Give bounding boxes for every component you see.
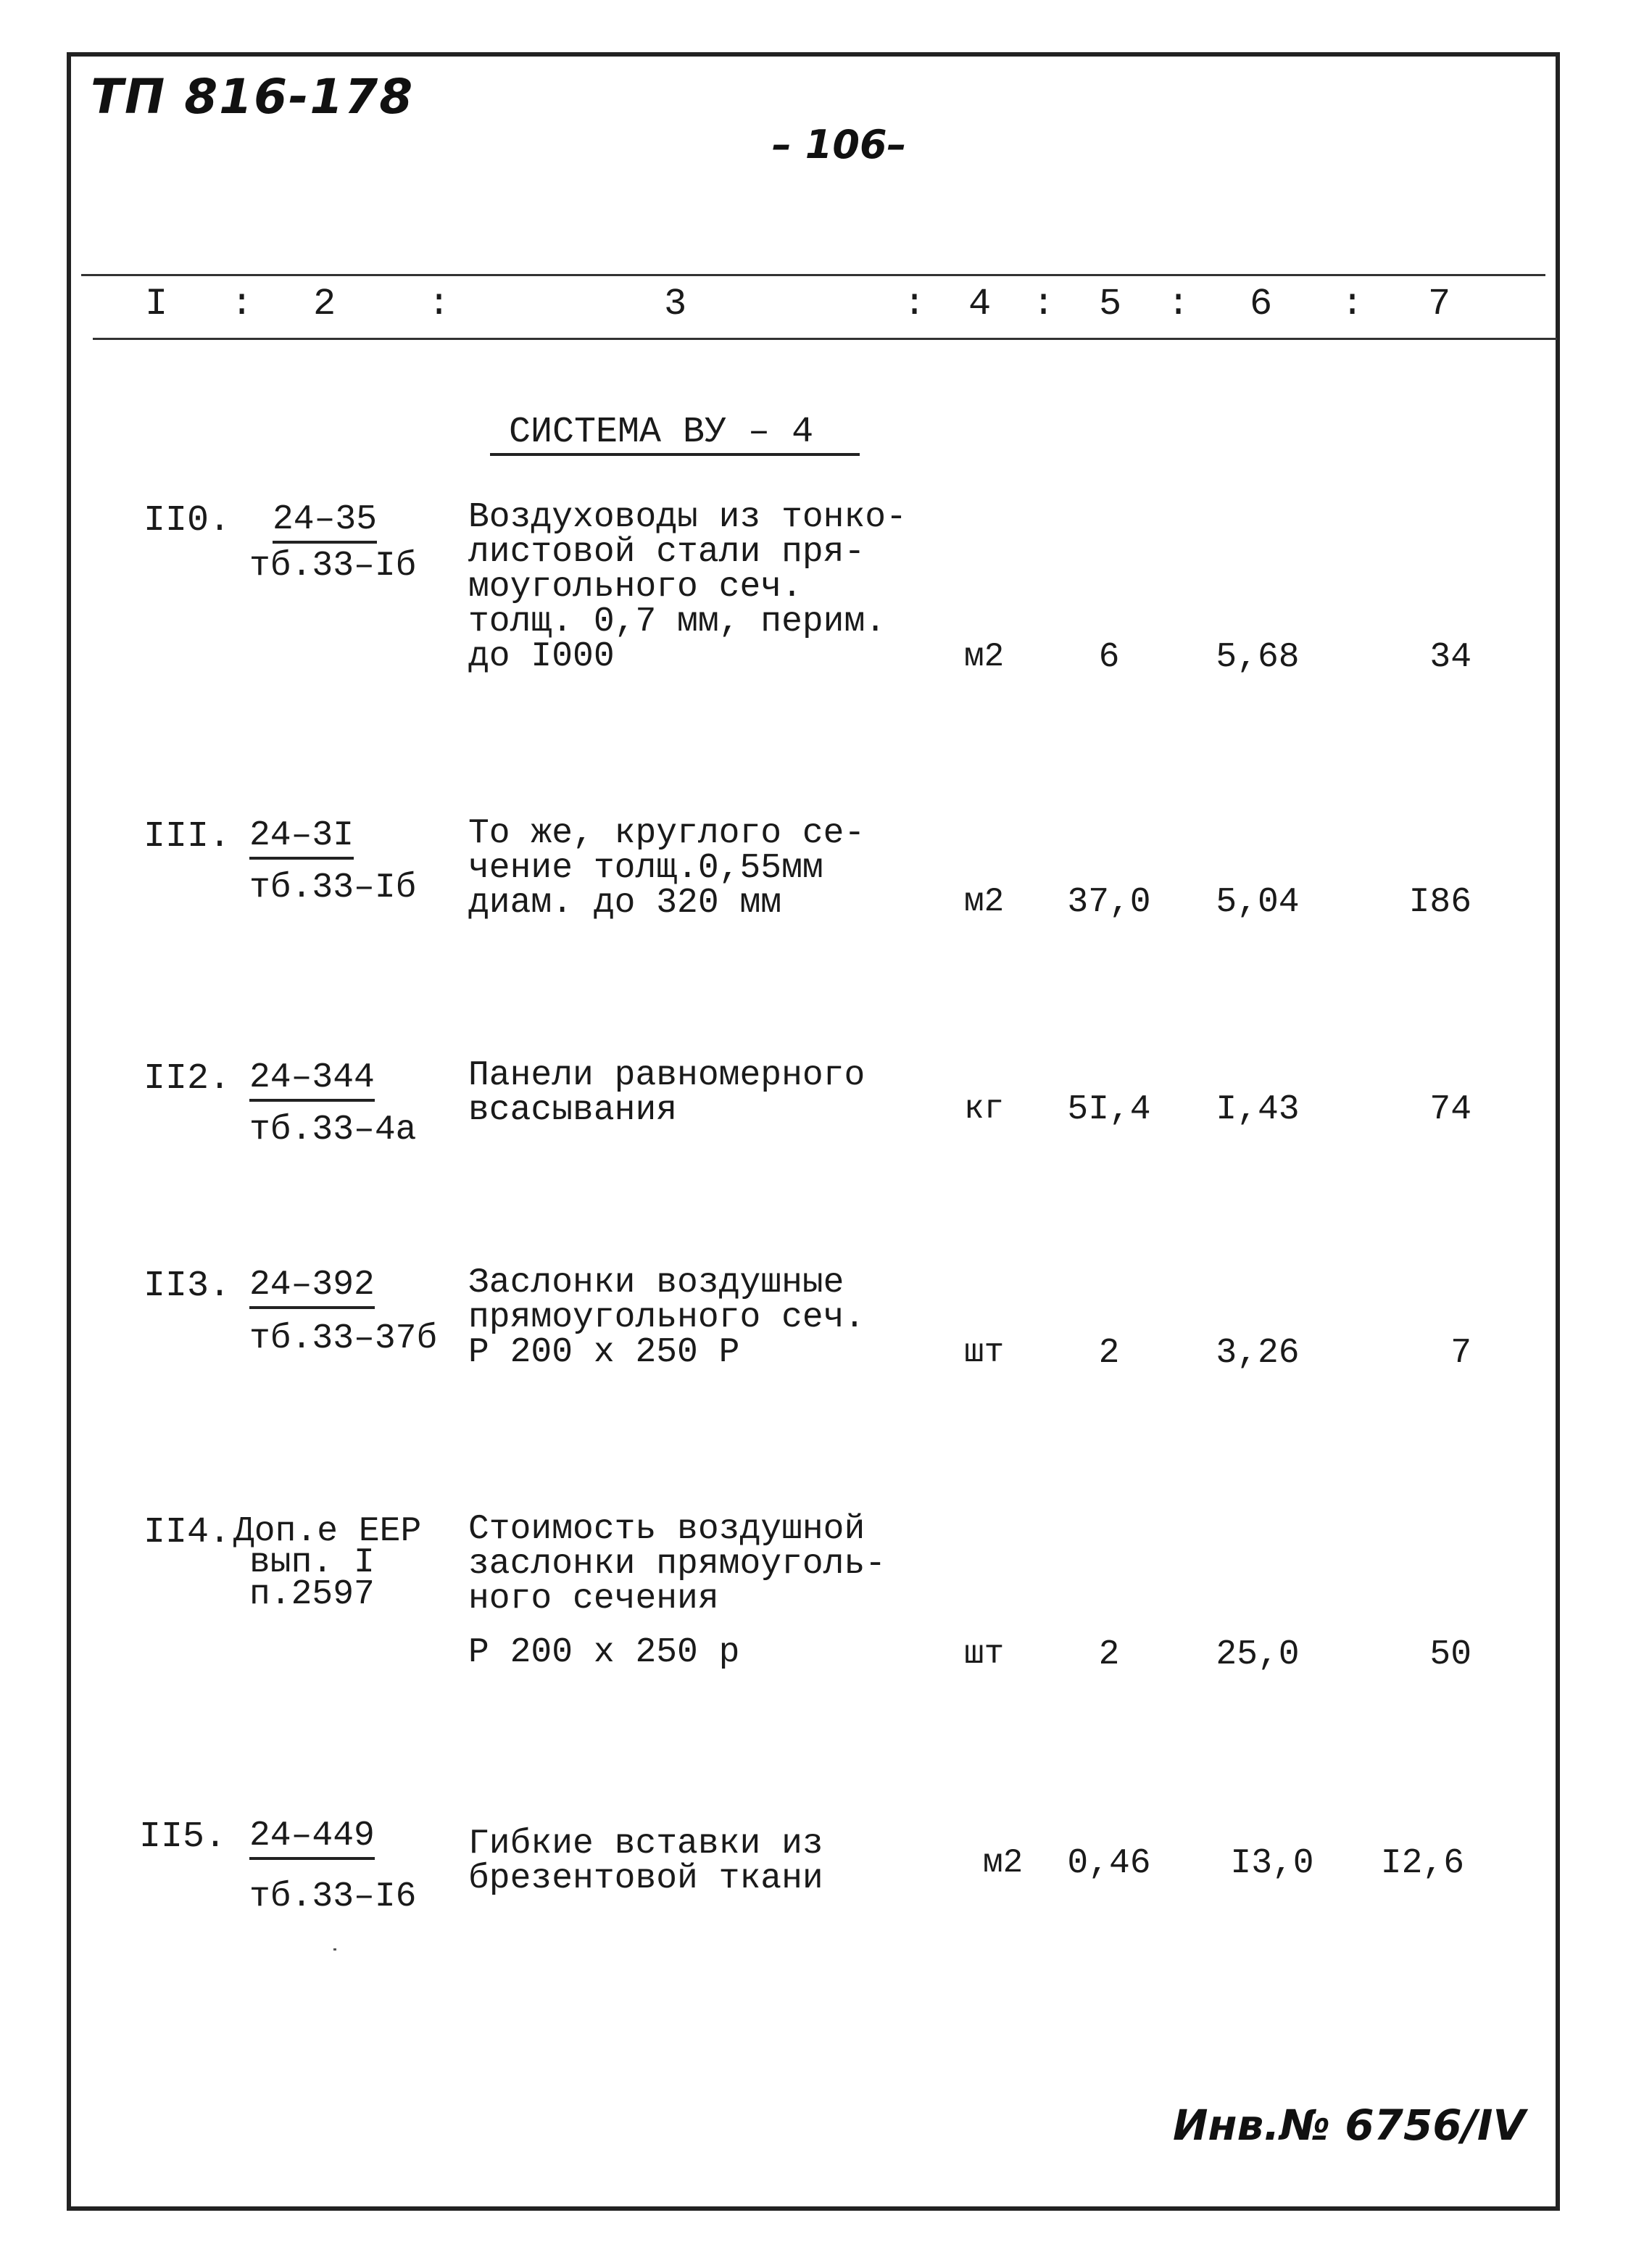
- row-total: 50: [1429, 1635, 1471, 1674]
- col-header-2: 2: [313, 283, 336, 325]
- row-ref-table: тб.33–4а: [249, 1110, 417, 1150]
- row-unit: шт: [964, 1334, 1005, 1371]
- row-description: Воздуховоды из тонко- листовой стали пря- моугольного сеч. толщ. 0,7 мм, перим. до I000: [468, 498, 907, 676]
- col-header-1: I: [145, 283, 168, 325]
- col-separator: :: [903, 283, 926, 325]
- row-description-size: Р 200 х 250 р: [468, 1633, 740, 1672]
- row-ref-table: тб.33–Iб: [249, 547, 417, 586]
- row-unit-price: 5,04: [1216, 883, 1300, 922]
- row-quantity: 6: [1098, 638, 1120, 677]
- row-ref-code: Доп.е ЕЕР: [233, 1512, 422, 1551]
- row-ref-table: тб.33–37б: [249, 1319, 438, 1358]
- col-separator: :: [428, 283, 451, 325]
- row-description: Заслонки воздушные прямоугольного сеч. Р 200 х 250 Р: [468, 1263, 865, 1372]
- row-unit-price: I,43: [1216, 1090, 1300, 1129]
- col-header-3: 3: [664, 283, 687, 325]
- row-unit-price: 25,0: [1216, 1635, 1300, 1674]
- row-quantity: 2: [1098, 1635, 1120, 1674]
- row-ref-code: 24–35: [273, 500, 377, 544]
- row-unit: м2: [964, 638, 1005, 676]
- row-quantity: 5I,4: [1067, 1090, 1151, 1129]
- row-number: II2.: [144, 1058, 231, 1100]
- row-total: I2,6: [1380, 1844, 1464, 1883]
- row-total: 34: [1429, 638, 1471, 677]
- col-separator: :: [1167, 283, 1190, 325]
- row-description: Гибкие вставки из брезентовой ткани: [468, 1824, 823, 1898]
- row-unit: м2: [983, 1844, 1024, 1882]
- row-number: II5.: [139, 1816, 227, 1858]
- col-separator: :: [1341, 283, 1364, 325]
- row-unit: м2: [964, 883, 1005, 921]
- row-unit-price: 3,26: [1216, 1334, 1300, 1373]
- row-unit-price: 5,68: [1216, 638, 1300, 677]
- inventory-stamp: Инв.№ 6756/IV: [1173, 2101, 1526, 2150]
- row-total: I86: [1408, 883, 1471, 922]
- row-unit: шт: [964, 1635, 1005, 1673]
- doc-code: ТП 816-178: [91, 69, 415, 125]
- row-ref-table: вып. I п.2597: [249, 1543, 375, 1614]
- row-quantity: 2: [1098, 1334, 1120, 1373]
- header-rule-top: [81, 274, 1545, 276]
- row-total: 74: [1429, 1090, 1471, 1129]
- header-rule-bottom: [93, 338, 1557, 340]
- row-unit-price: I3,0: [1230, 1844, 1314, 1883]
- section-title-underline: [490, 453, 860, 456]
- row-description: То же, круглого се- чение толщ.0,55мм диам. до 320 мм: [468, 814, 865, 923]
- row-ref-code: 24–344: [249, 1058, 375, 1102]
- row-description: Панели равномерного всасывания: [468, 1056, 865, 1130]
- row-number: II4.: [144, 1512, 231, 1553]
- section-title: СИСТЕМА ВУ – 4: [509, 412, 814, 453]
- row-number: III.: [144, 816, 231, 857]
- scan-speck: [333, 1948, 336, 1951]
- row-number: II3.: [144, 1266, 231, 1307]
- col-header-4: 4: [968, 283, 992, 325]
- row-quantity: 0,46: [1067, 1844, 1151, 1883]
- row-unit: кг: [964, 1090, 1005, 1128]
- row-quantity: 37,0: [1067, 883, 1151, 922]
- row-ref-table: тб.33–I6: [249, 1877, 417, 1916]
- col-separator: :: [231, 283, 254, 325]
- row-ref-code: 24–3I: [249, 816, 354, 860]
- col-header-5: 5: [1099, 283, 1122, 325]
- row-ref-code: 24–392: [249, 1266, 375, 1309]
- row-ref-code: 24–449: [249, 1816, 375, 1860]
- col-header-7: 7: [1428, 283, 1451, 325]
- col-header-6: 6: [1250, 283, 1273, 325]
- row-number: II0.: [144, 500, 231, 541]
- row-ref-table: тб.33–Iб: [249, 868, 417, 907]
- row-total: 7: [1450, 1334, 1471, 1373]
- page-number: – 106–: [772, 122, 907, 167]
- col-separator: :: [1032, 283, 1055, 325]
- row-description: Стоимость воздушной заслонки прямоуголь- ного сечения: [468, 1510, 887, 1619]
